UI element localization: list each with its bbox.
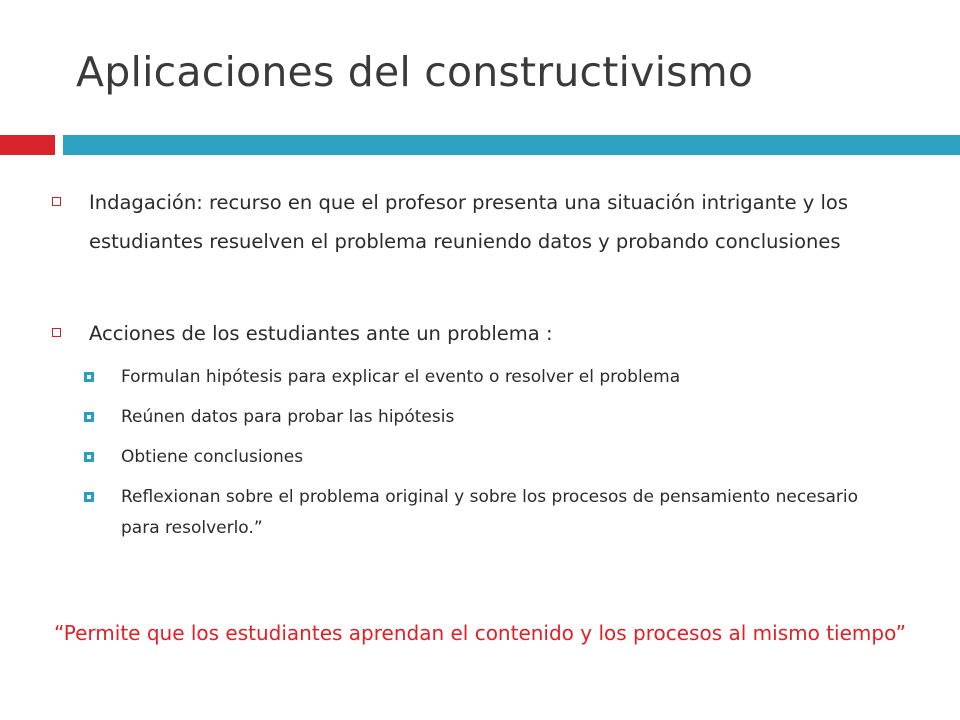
square-bullet-icon xyxy=(84,452,94,462)
bullet-indagacion xyxy=(52,183,889,261)
hollow-square-bullet-icon xyxy=(52,197,61,206)
slide-title: Aplicaciones del constructivismo xyxy=(76,48,754,96)
highlighted-quote: “Permite que los estudiantes aprendan el contenido y los procesos al mismo tiempo” xyxy=(54,621,906,645)
title-accent-bar-red xyxy=(0,135,55,155)
sub-bullet-reflexionan xyxy=(84,482,881,544)
spacer xyxy=(52,261,922,314)
sub-bullet-text: Obtiene conclusiones xyxy=(121,447,304,467)
title-accent-bar-blue xyxy=(63,135,960,155)
sub-bullet-text: Reflexionan sobre el problema original y sobre los procesos de pensamiento necesario para resolverlo.” xyxy=(121,487,859,538)
sub-bullet-reunen xyxy=(84,402,881,433)
sub-bullet-obtiene xyxy=(84,442,881,473)
square-bullet-icon xyxy=(84,412,94,422)
square-bullet-icon xyxy=(84,372,94,382)
bullet-acciones xyxy=(52,314,889,353)
square-bullet-icon xyxy=(84,492,94,502)
hollow-square-bullet-icon xyxy=(52,328,61,337)
sub-bullet-text: Formulan hipótesis para explicar el evento o resolver el problema xyxy=(121,367,681,387)
sub-bullet-formulan xyxy=(84,362,881,393)
sub-bullet-text: Reúnen datos para probar las hipótesis xyxy=(121,407,455,427)
bullet-text: Indagación: recurso en que el profesor presenta una situación intrigante y los estudiantes resuelven el problema reuniendo datos y probando conclusiones xyxy=(89,191,849,253)
slide-content xyxy=(52,183,922,544)
bullet-text: Acciones de los estudiantes ante un problema : xyxy=(89,322,553,345)
